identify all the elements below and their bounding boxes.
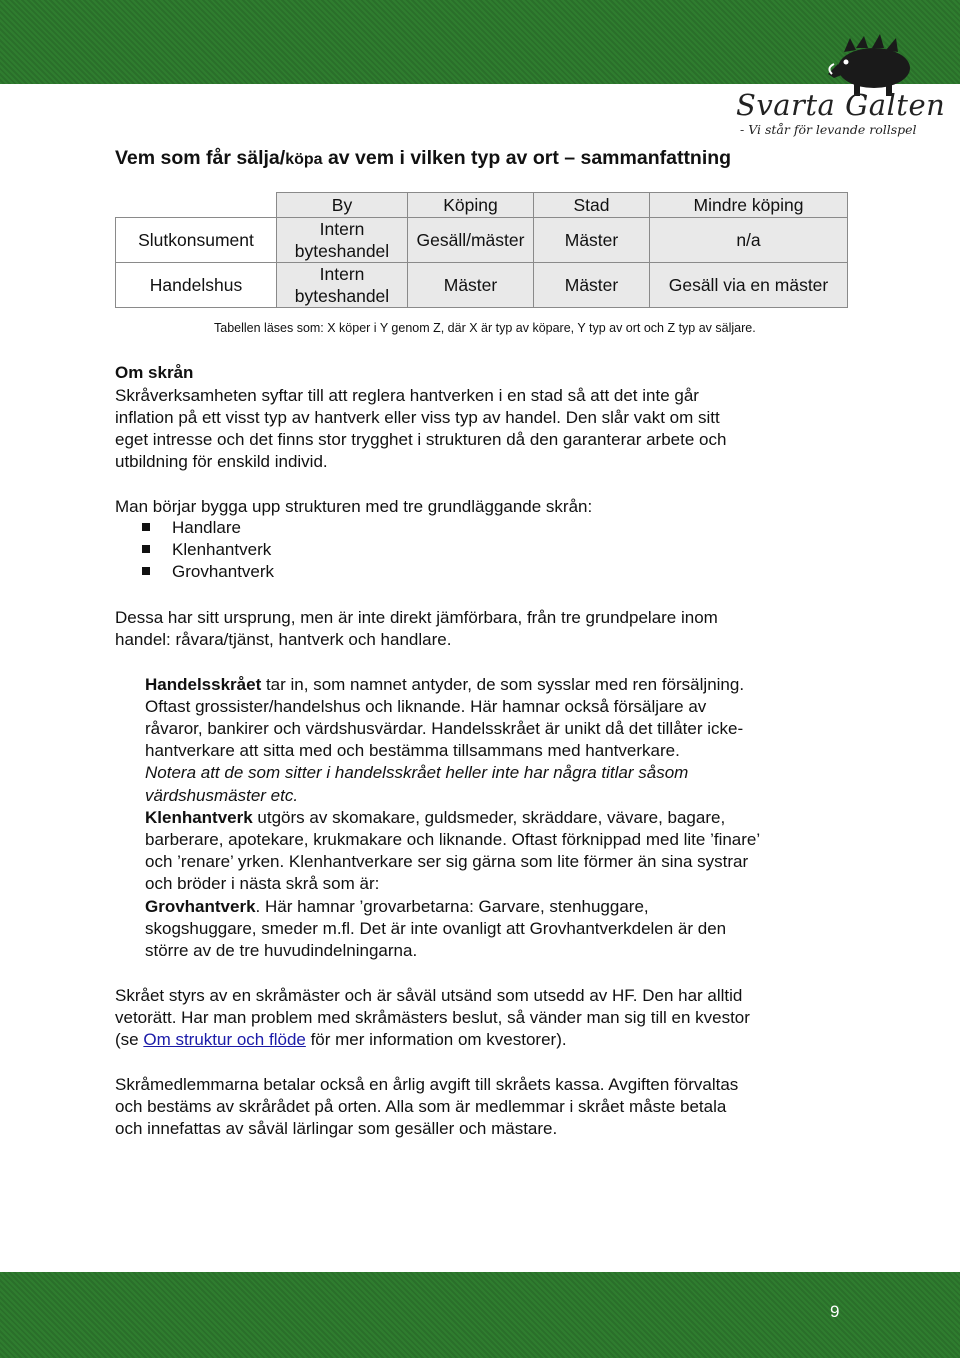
paragraph-line: Oftast grossister/handelshus och liknande. Här hamnar också försäljare av (145, 697, 707, 716)
cell-stad: Mäster (534, 218, 650, 263)
row-label-slutkonsument: Slutkonsument (116, 218, 277, 263)
cell-stad: Mäster (534, 263, 650, 308)
title-small: köpa (285, 151, 323, 168)
cell-mindre-koping: n/a (650, 218, 848, 263)
cell-by (277, 263, 408, 308)
cell-by (277, 218, 408, 263)
bullet-square-icon (142, 567, 150, 575)
header-by: By (277, 193, 408, 218)
struktur-link[interactable]: Om struktur och flöde (143, 1030, 306, 1049)
cell-by-line2: byteshandel (294, 286, 390, 306)
paragraph-line: råvaror, bankirer och värdshusvärdar. Handelsskrået är unikt då det tillåter icke- (145, 719, 744, 738)
text-run: (se (115, 1030, 144, 1049)
paragraph-line: Skrået styrs av en skråmäster och är såväl utsänd som utsedd av HF. Den har alltid (115, 986, 743, 1005)
table-row (116, 263, 848, 308)
header-stad: Stad (534, 193, 650, 218)
bullet-square-icon (142, 545, 150, 553)
list-item: Klenhantverk (172, 540, 272, 559)
bullet-square-icon (142, 523, 150, 531)
paragraph-line (145, 807, 845, 829)
title-rest: av vem i vilken typ av ort – sammanfattning (322, 147, 732, 169)
cell-koping: Mäster (408, 263, 534, 308)
page-title (115, 147, 731, 170)
brand-name: Svarta Galten (736, 88, 946, 122)
cell-mindre-koping: Gesäll via en mäster (650, 263, 848, 308)
text-run: . Här hamnar ’grovarbetarna: Garvare, stenhuggare, (255, 897, 649, 916)
paragraph-line (145, 674, 845, 696)
cell-by-line2: byteshandel (294, 241, 390, 261)
paragraph-line: handel: råvara/tjänst, hantverk och handlare. (115, 630, 452, 649)
cell-koping: Gesäll/mäster (408, 218, 534, 263)
list-item: Handlare (172, 518, 241, 537)
paragraph-line: eget intresse och det finns stor trygghet i strukturen då den garanterar arbete och (115, 430, 727, 449)
summary-table (115, 192, 848, 308)
cell-by-line1: Intern (319, 219, 365, 239)
paragraph-line: barberare, apotekare, krukmakare och liknande. Oftast förknippad med lite ’finare’ (145, 830, 761, 849)
boar-icon (824, 34, 916, 96)
brand-logo (728, 30, 960, 140)
paragraph-line: Dessa har sitt ursprung, men är inte direkt jämförbara, från tre grundpelare inom (115, 608, 718, 627)
bold-term: Grovhantverk (145, 897, 256, 916)
list-item: Grovhantverk (172, 562, 275, 581)
page-number: 9 (830, 1302, 840, 1321)
cell-by-line1: Intern (319, 264, 365, 284)
bold-term: Handelsskrået (145, 675, 262, 694)
paragraph-line: och bestäms av skrårådet på orten. Alla som är medlemmar i skrået måste betala (115, 1097, 727, 1116)
row-label-handelshus: Handelshus (116, 263, 277, 308)
table-row (116, 218, 848, 263)
paragraph-line: inflation på ett visst typ av hantverk eller viss typ av handel. Den slår vakt om sitt (115, 408, 720, 427)
section-heading: Om skrån (115, 363, 194, 382)
paragraph-line: utbildning för enskild individ. (115, 452, 328, 471)
title-main: Vem som får sälja/ (115, 147, 286, 169)
paragraph-line (145, 896, 845, 918)
footer-band (0, 1272, 960, 1358)
header-mindre-koping: Mindre köping (650, 193, 848, 218)
paragraph-line: större av de tre huvudindelningarna. (145, 941, 418, 960)
text-run: för mer information om kvestorer). (305, 1030, 567, 1049)
paragraph-line: Skråmedlemmarna betalar också en årlig avgift till skråets kassa. Avgiften förvaltas (115, 1075, 739, 1094)
paragraph-line: Notera att de som sitter i handelsskrået heller inte har några titlar såsom (145, 763, 689, 782)
table-caption: Tabellen läses som: X köper i Y genom Z, där X är typ av köpare, Y typ av ort och Z typ av säljare. (214, 321, 756, 335)
paragraph-line: och innefattas av såväl lärlingar som gesäller och mästare. (115, 1119, 558, 1138)
paragraph-line: värdshusmäster etc. (145, 786, 299, 805)
paragraph-line: Man börjar bygga upp strukturen med tre grundläggande skrån: (115, 497, 593, 516)
paragraph-line: hantverkare att sitta med och bestämma tillsammans med hantverkare. (145, 741, 680, 760)
paragraph-line: skogshuggare, smeder m.fl. Det är inte ovanligt att Grovhantverkdelen är den (145, 919, 727, 938)
paragraph-line: och bröder i nästa skrå som är: (145, 874, 380, 893)
paragraph-line: och ’renare’ yrken. Klenhantverkare ser sig gärna som lite förmer än sina systrar (145, 852, 749, 871)
paragraph-line (115, 1029, 835, 1051)
header-koping: Köping (408, 193, 534, 218)
paragraph-line: vetorätt. Har man problem med skråmästers beslut, så vänder man sig till en kvestor (115, 1008, 750, 1027)
text-run: tar in, som namnet antyder, de som sysslar med ren försäljning. (261, 675, 745, 694)
bold-term: Klenhantverk (145, 808, 253, 827)
text-run: utgörs av skomakare, guldsmeder, skräddare, vävare, bagare, (252, 808, 726, 827)
empty-corner-cell (116, 193, 277, 218)
brand-tagline: - Vi står för levande rollspel (740, 122, 917, 137)
table-header-row (116, 193, 848, 218)
paragraph-line: Skråverksamheten syftar till att reglera hantverken i en stad så att det inte går (115, 386, 699, 405)
